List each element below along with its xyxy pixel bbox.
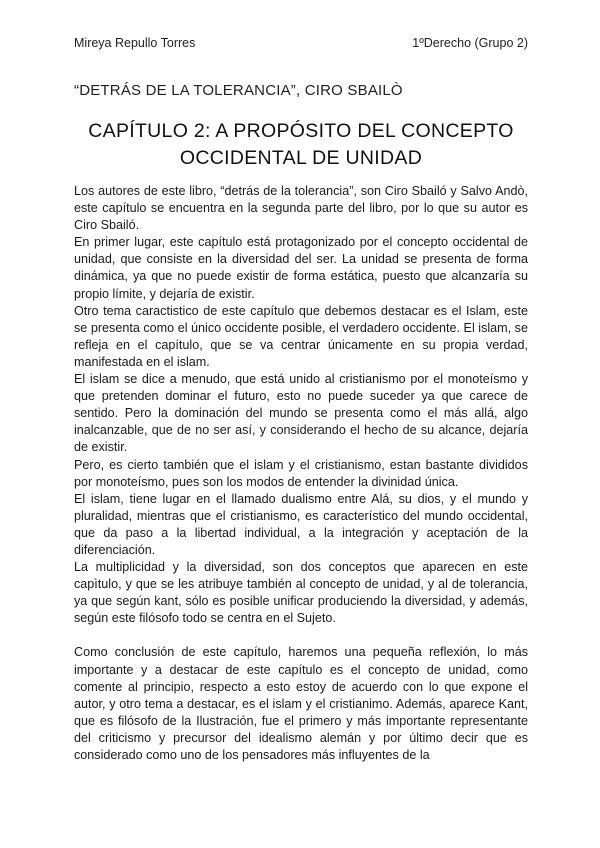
page-header bbox=[74, 36, 528, 50]
paragraph: El islam, tiene lugar en el llamado dualismo entre Alá, su dios, y el mundo y pluralidad, mientras que el cristianismo, es característico del mundo occidental, que da paso a la libertad individual, a la integración y aceptación de la diferenciación. bbox=[74, 491, 528, 557]
conclusion-paragraph: Como conclusión de este capítulo, haremos una pequeña reflexión, lo más importante y a destacar de este capítulo es el concepto de unidad, como comente al principio, respecto a esto estoy de acuerdo con lo que expone el autor, y otro tema a destacar, es el islam y el cristianimo. Además, aparece Kant, que es filósofo de la Ilustración, fue el primero y más importante representante del criticismo y precursor del idealismo alemán y por último decir que es considerado como uno de los pensadores más influyentes de la bbox=[74, 645, 528, 762]
body-text bbox=[74, 183, 528, 764]
chapter-title-line-1: CAPÍTULO 2: A PROPÓSITO DEL CONCEPTO bbox=[88, 120, 514, 142]
chapter-title-line-2: OCCIDENTAL DE UNIDAD bbox=[179, 147, 423, 169]
paragraph: Pero, es cierto también que el islam y el cristianismo, estan bastante divididos por monoteísmo, pues son los modos de entender la divinidad única. bbox=[74, 457, 528, 489]
author-name: Mireya Repullo Torres bbox=[74, 36, 196, 50]
paragraph: Los autores de este libro, “detrás de la tolerancia”, son Ciro Sbailó y Salvo Andò, este capítulo se encuentra en la segunda parte del libro, por lo que su autor es Ciro Sbailó. bbox=[74, 184, 528, 233]
chapter-title bbox=[74, 118, 528, 172]
paragraph: En primer lugar, este capítulo está protagonizado por el concepto occidental de unidad, que consiste en la diversidad del ser. La unidad se presenta de forma dinámica, ya que no puede existir de forma estática, puesto que alcanzaría su propio límite, y dejaría de existir. bbox=[74, 235, 528, 301]
paragraph: La multiplicidad y la diversidad, son dos conceptos que aparecen en este capìtulo, y que se les atribuye también al concepto de unidad, y al de tolerancia, ya que según kant, sólo es posible unificar produciendo la diversidad, y además, según este filósofo todo se centra en el Sujeto. bbox=[74, 560, 528, 626]
paragraph: Otro tema caractistico de este capítulo que debemos destacar es el Islam, este se presenta como el único occidente posible, el verdadero occidente. El islam, se refleja en el capítulo, que se va centrar únicamente en su propia verdad, manifestada en el islam. bbox=[74, 303, 528, 369]
paragraph: El islam se dice a menudo, que está unido al cristianismo por el monoteísmo y que pretenden dominar el futuro, esto no puede suceder ya que carece de sentido. Pero la dominación del mundo se presenta como el más allá, algo inalcanzable, que de no ser así, y considerando el hecho de su alcance, dejaría de existir. bbox=[74, 372, 528, 455]
course-label: 1ºDerecho (Grupo 2) bbox=[412, 36, 528, 50]
book-subtitle: “DETRÁS DE LA TOLERANCIA”, CIRO SBAILÒ bbox=[74, 82, 403, 99]
